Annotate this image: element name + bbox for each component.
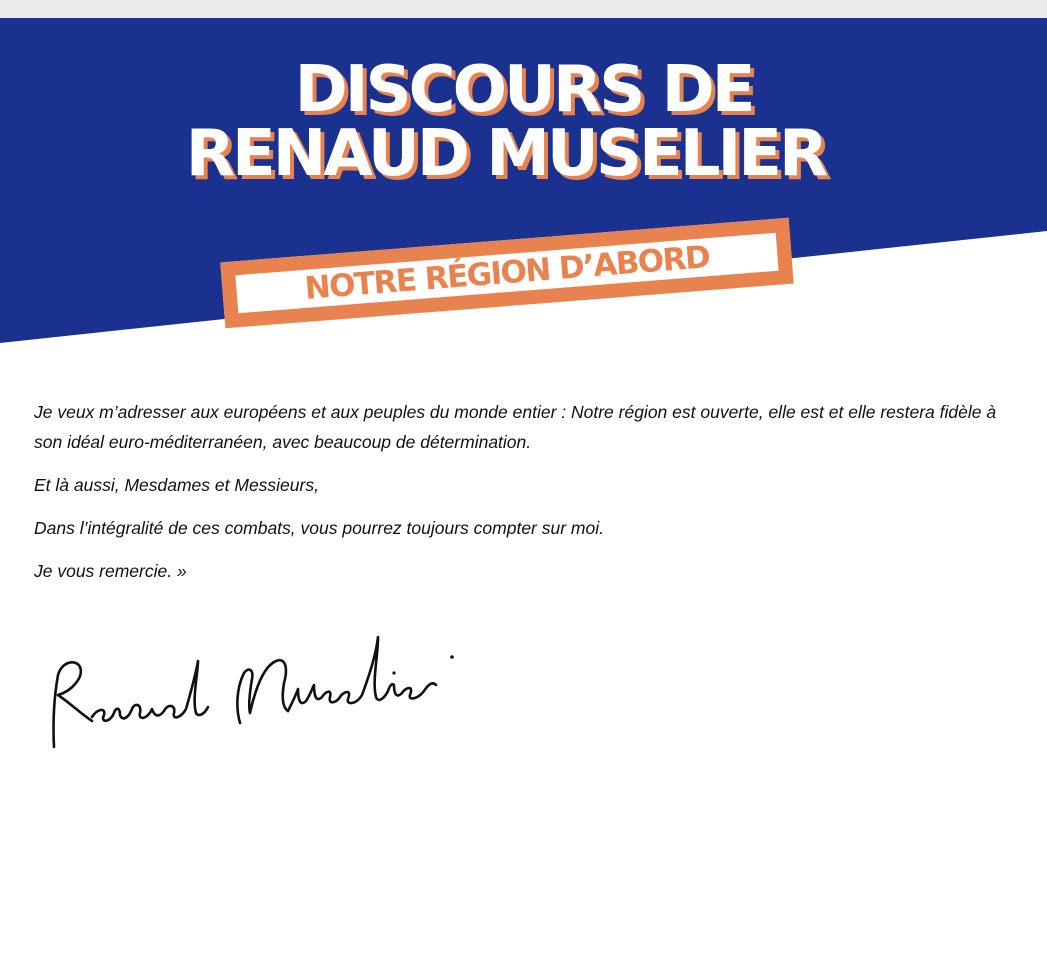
banner-title-line-2: RENAUD MUSELIER xyxy=(185,117,826,191)
paragraph: Et là aussi, Mesdames et Messieurs, xyxy=(34,475,319,495)
handwritten-signature xyxy=(40,615,470,760)
speech-body xyxy=(34,397,999,599)
banner-title-line-1: DISCOURS DE xyxy=(294,53,753,127)
paragraph: Je veux m’adresser aux européens et aux peuples du monde entier : Notre région est ouverte, elle est et elle restera fidèle à son idéal euro-méditerranéen, avec beaucoup de détermination. xyxy=(34,402,997,452)
paragraph: Dans l’intégralité de ces combats, vous pourrez toujours compter sur moi. xyxy=(34,518,604,538)
paragraph: Je vous remercie. » xyxy=(34,561,187,581)
tagline-text: NOTRE RÉGION D’ABORD xyxy=(303,239,711,307)
window-top-strip xyxy=(0,0,1047,18)
